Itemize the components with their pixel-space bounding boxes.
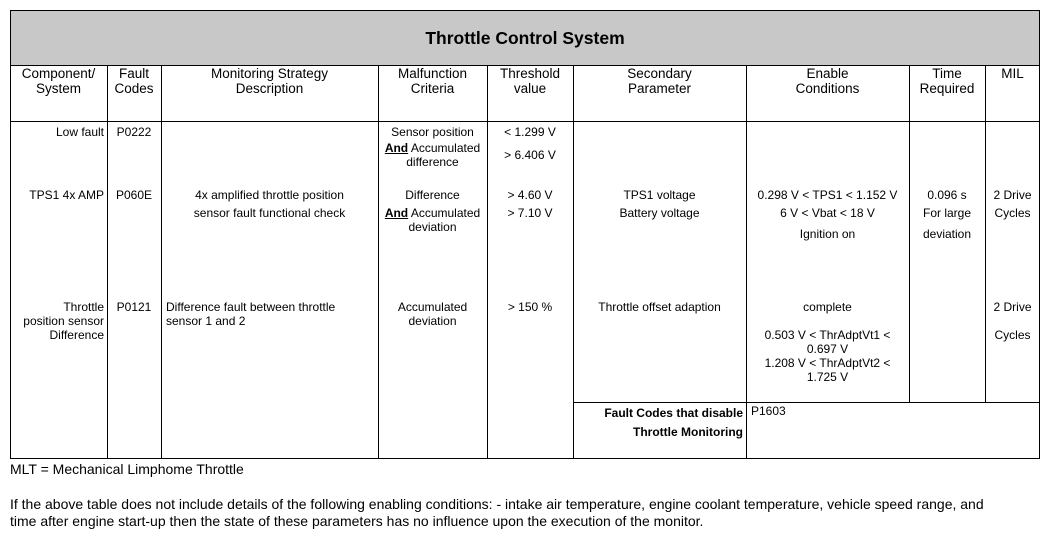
tps-diff-malfunction-2: deviation: [408, 314, 457, 328]
tps1-amp-enable-3: Ignition on: [799, 227, 856, 241]
col-divider: [573, 66, 574, 458]
low-fault-code: P0222: [116, 125, 152, 139]
low-fault-threshold-2: > 6.406 V: [504, 148, 556, 162]
tps-diff-component-2: position sensor: [23, 314, 104, 328]
low-fault-malfunction-2-text: Accumulated: [410, 141, 481, 155]
tps1-amp-strategy-1: 4x amplified throttle position: [195, 188, 344, 202]
col-divider: [746, 66, 747, 458]
header-component: Component/ System: [21, 66, 96, 96]
tps1-amp-enable-1: 0.298 V < TPS1 < 1.152 V: [757, 188, 898, 202]
tps-diff-component-1: Throttle: [63, 300, 104, 314]
tps-diff-enable-1: complete: [803, 300, 852, 314]
tps-diff-enable-3: 0.697 V: [806, 342, 849, 356]
tps-diff-code: P0121: [116, 300, 152, 314]
footnote-enabling-conditions: If the above table does not include details of the following enabling conditions: - intake air temperature, engine coolant temperature, vehicle speed range, and time after engine start-up then the state of these parameters has no influence upon the execution of the monitor.: [10, 496, 984, 529]
tps-diff-mil-1: 2 Drive: [993, 300, 1032, 314]
tps1-amp-threshold-2: > 7.10 V: [507, 206, 553, 220]
tps-diff-enable-2: 0.503 V < ThrAdptVt1 <: [764, 328, 891, 342]
and-operator: And: [384, 206, 409, 220]
header-mil: MIL: [1001, 66, 1024, 81]
header-secondary: Secondary Parameter: [627, 66, 692, 96]
tps1-amp-time-1: 0.096 s: [927, 188, 967, 202]
tps-diff-enable-5: 1.725 V: [806, 370, 849, 384]
tps1-amp-malfunction-1: Difference: [405, 188, 460, 202]
tps-diff-strategy-1: Difference fault between throttle: [166, 300, 336, 314]
col-divider: [161, 66, 162, 458]
tps1-amp-time-3: deviation: [922, 227, 972, 241]
tps1-amp-malfunction-2: [378, 206, 487, 220]
header-time: Time Required: [919, 66, 975, 96]
tps1-amp-mil-1: 2 Drive: [993, 188, 1032, 202]
header-threshold: Threshold value: [499, 66, 561, 96]
tps1-amp-malfunction-2-text: Accumulated: [410, 206, 481, 220]
low-fault-threshold-1: < 1.299 V: [504, 125, 556, 139]
header-fault-codes: Fault Codes: [114, 66, 154, 96]
header-malfunction: Malfunction Criteria: [397, 66, 468, 96]
disable-label-2: Throttle Monitoring: [633, 425, 743, 439]
tps1-amp-secondary-1: TPS1 voltage: [623, 188, 696, 202]
and-operator: And: [384, 141, 409, 155]
disable-label-1: Fault Codes that disable: [604, 406, 743, 420]
low-fault-malfunction-2: [378, 141, 487, 155]
header-strategy: Monitoring Strategy Description: [210, 66, 329, 96]
tps1-amp-malfunction-3: deviation: [408, 220, 457, 234]
tps-diff-secondary: Throttle offset adaption: [598, 300, 721, 314]
tps1-amp-secondary-2: Battery voltage: [619, 206, 700, 220]
tps1-amp-component: TPS1 4x AMP: [29, 188, 104, 202]
tps-diff-enable-4: 1.208 V < ThrAdptVt2 <: [764, 356, 891, 370]
header-divider: [11, 121, 1039, 122]
tps-diff-malfunction-1: Accumulated: [397, 300, 468, 314]
low-fault-malfunction-1: Sensor position: [391, 125, 474, 139]
tps-diff-component-3: Difference: [49, 328, 104, 342]
low-fault-malfunction-3: difference: [406, 155, 459, 169]
tps1-amp-code: P060E: [115, 188, 153, 202]
disable-fault-code: P1603: [751, 404, 786, 418]
low-fault-component: Low fault: [55, 125, 104, 139]
tps-diff-mil-2: Cycles: [994, 328, 1031, 342]
tps1-amp-strategy-2: sensor fault functional check: [193, 206, 346, 220]
disable-divider: [573, 402, 1039, 403]
tps-diff-strategy-2: sensor 1 and 2: [166, 314, 246, 328]
tps1-amp-threshold-1: > 4.60 V: [507, 188, 553, 202]
tps-diff-threshold: > 150 %: [507, 300, 553, 314]
header-enable: Enable Conditions: [795, 66, 860, 96]
footnote-mlt: MLT = Mechanical Limphome Throttle: [10, 461, 244, 477]
table-title: Throttle Control System: [11, 11, 1039, 66]
col-divider: [985, 66, 986, 403]
tps1-amp-time-2: For large: [922, 206, 972, 220]
tps1-amp-mil-2: Cycles: [994, 206, 1031, 220]
tps1-amp-enable-2: 6 V < Vbat < 18 V: [780, 206, 875, 220]
